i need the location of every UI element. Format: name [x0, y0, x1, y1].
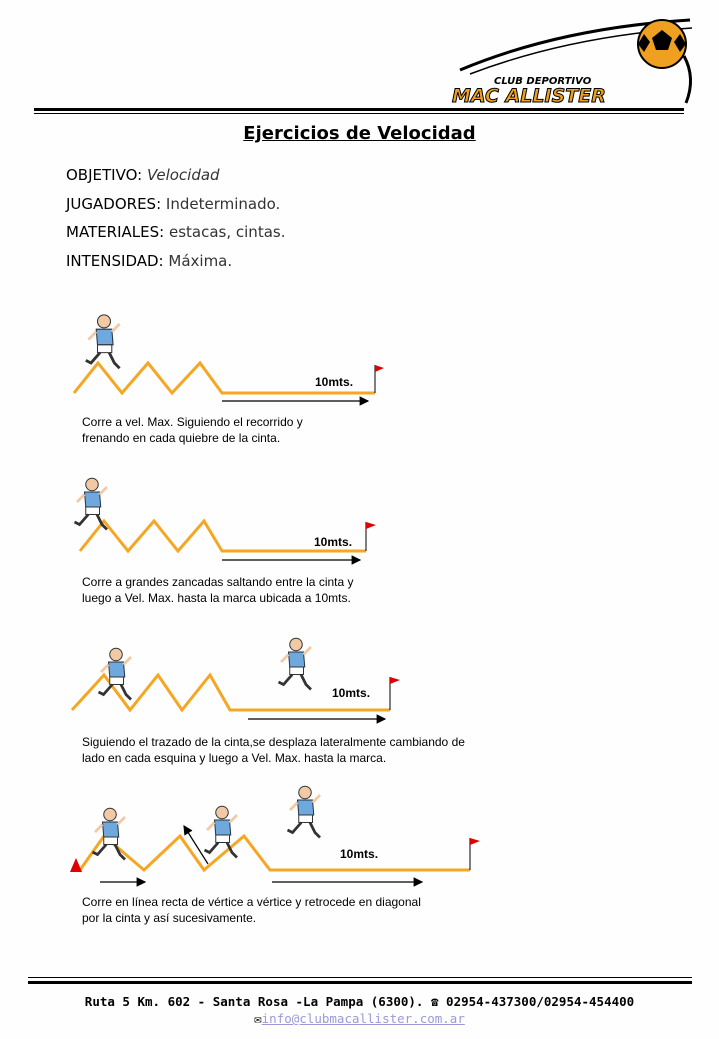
phone-icon: ☎: [430, 994, 439, 1009]
flag-icon: [470, 838, 480, 845]
runner-icon: [288, 786, 321, 837]
intensity-label: INTENSIDAD:: [66, 252, 164, 270]
caption-line: frenando en cada quiebre de la cinta.: [82, 431, 281, 445]
email-link[interactable]: info@clubmacallister.com.ar: [261, 1011, 465, 1026]
drill-3-caption: [82, 734, 465, 766]
footer-rule-thin: [28, 977, 692, 978]
tape-zigzag: [80, 836, 470, 870]
distance-label: 10mts.: [314, 535, 353, 549]
runner-icon: [75, 478, 108, 529]
intensity-value: Máxima.: [168, 252, 233, 270]
materials-value: estacas, cintas.: [168, 223, 286, 241]
runner-icon: [86, 315, 120, 368]
page-title: Ejercicios de Velocidad: [243, 123, 476, 144]
flag-icon: [366, 522, 376, 529]
footer-email: [0, 1011, 719, 1026]
club-name-line1: CLUB DEPORTIVO: [494, 76, 592, 87]
club-name-line2: MAC ALLISTER: [452, 85, 606, 106]
runner-icon: [93, 808, 126, 859]
runner-icon: [205, 806, 238, 857]
flag-icon: [390, 677, 400, 684]
phone-numbers: 02954-437300/02954-454400: [446, 994, 635, 1009]
address-text: Ruta 5 Km. 602 - Santa Rosa -La Pampa (6300).: [84, 994, 424, 1009]
drill-4-caption: [82, 894, 421, 926]
footer-address: [0, 994, 719, 1009]
materials-label: MATERIALES:: [66, 223, 165, 241]
drill-2-caption: [82, 574, 354, 606]
drill-1: [74, 315, 384, 401]
caption-line: lado en cada esquina y luego a Vel. Max. hasta la marca.: [82, 751, 387, 765]
runner-icon: [279, 638, 312, 689]
mail-icon: ✉: [254, 1011, 262, 1026]
objective-label: OBJETIVO:: [66, 166, 143, 184]
drill-3: [72, 638, 400, 719]
drill-2: [75, 478, 377, 560]
cone-icon: [70, 858, 82, 872]
caption-line: Siguiendo el trazado de la cinta,se desplaza lateralmente cambiando de: [82, 735, 465, 749]
footer-rule-thick: [28, 981, 692, 984]
objective-value: Velocidad: [146, 166, 220, 184]
flag-icon: [375, 365, 384, 372]
distance-label: 10mts.: [315, 375, 354, 389]
caption-line: luego a Vel. Max. hasta la marca ubicada a 10mts.: [82, 591, 351, 605]
caption-line: Corre en línea recta de vértice a vértice y retrocede en diagonal: [82, 895, 421, 909]
caption-line: Corre a vel. Max. Siguiendo el recorrido y: [82, 415, 303, 429]
players-value: Indeterminado.: [165, 195, 281, 213]
distance-label: 10mts.: [332, 686, 371, 700]
distance-label: 10mts.: [340, 847, 379, 861]
players-label: JUGADORES:: [66, 195, 162, 213]
drill-4: [70, 786, 480, 882]
caption-line: por la cinta y así sucesivamente.: [82, 911, 257, 925]
drill-1-caption: [82, 414, 303, 446]
caption-line: Corre a grandes zancadas saltando entre la cinta y: [82, 575, 354, 589]
